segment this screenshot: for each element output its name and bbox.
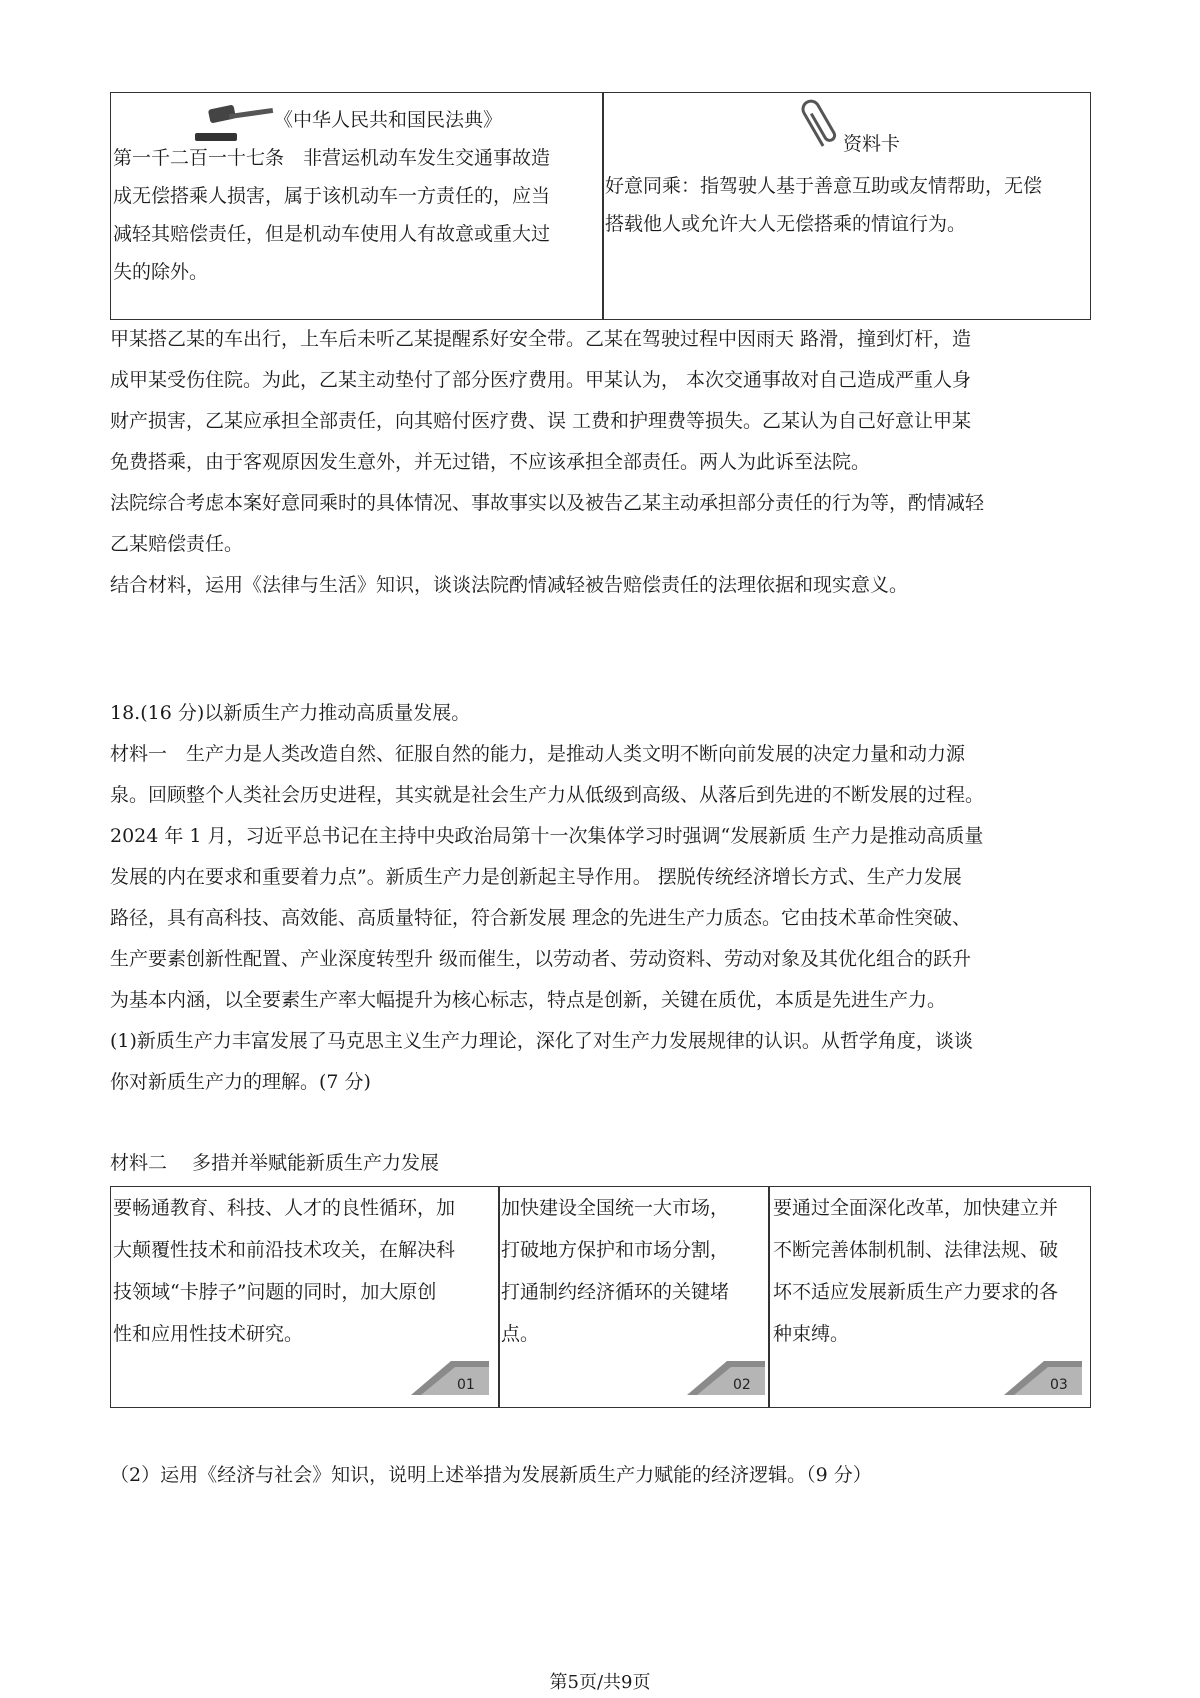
material-1-line: 材料一 生产力是人类改造自然、征服自然的能力，是推动人类文明不断向前发展的决定力量和动力源 [110, 743, 966, 765]
badge-03-icon [1004, 1355, 1082, 1397]
measure-1-line: 要畅通教育、科技、人才的良性循环，加 [113, 1197, 456, 1219]
material-1-line: 为基本内涵，以全要素生产率大幅提升为核心标志，特点是创新，关键在质优，本质是先进生产力。 [110, 989, 947, 1011]
measure-1-line: 大颠覆性技术和前沿技术攻关，在解决科 [113, 1239, 456, 1261]
table-divider [602, 93, 604, 319]
measure-2-line: 打通制约经济循环的关键堵 [501, 1281, 730, 1303]
sub-question-1: 你对新质生产力的理解。(7 分) [110, 1071, 371, 1093]
question-18-heading: 18.(16 分)以新质生产力推动高质量发展。 [110, 702, 471, 724]
sub-question-1: (1)新质生产力丰富发展了马克思主义生产力理论，深化了对生产力发展规律的认识。从哲学角度，谈谈 [110, 1030, 973, 1052]
material-1-line: 生产要素创新性配置、产业深度转型升 级而催生，以劳动者、劳动资料、劳动对象及其优化组合的跃升 [110, 948, 972, 970]
material-1-line: 发展的内在要求和重要着力点”。新质生产力是创新起主导作用。 摆脱传统经济增长方式、生产力发展 [110, 866, 962, 888]
civil-code-line: 失的除外。 [113, 261, 209, 283]
material-1-line: 路径，具有高科技、高效能、高质量特征，符合新发展 理念的先进生产力质态。它由技术革命性突破、 [110, 907, 972, 929]
sub-question-2: （2）运用《经济与社会》知识，说明上述举措为发展新质生产力赋能的经济逻辑。（9 分） [110, 1464, 872, 1486]
measure-3-line: 要通过全面深化改革，加快建立并 [773, 1197, 1059, 1219]
measure-1-line: 技领域“卡脖子”问题的同时，加大原创 [113, 1281, 437, 1303]
question-prompt: 结合材料，运用《法律与生活》知识，谈谈法院酌情减轻被告赔偿责任的法理依据和现实意义。 [110, 574, 909, 596]
data-card-title: 资料卡 [843, 133, 901, 155]
material-1-line: 泉。回顾整个人类社会历史进程，其实就是社会生产力从低级到高级、从落后到先进的不断发展的过程。 [110, 784, 985, 806]
data-card-line: 好意同乘：指驾驶人基于善意互助或友情帮助，无偿 [605, 175, 1043, 197]
material-2-title: 材料二 多措并举赋能新质生产力发展 [110, 1152, 440, 1174]
paperclip-icon [799, 95, 839, 151]
case-line: 成甲某受伤住院。为此，乙某主动垫付了部分医疗费用。甲某认为， 本次交通事故对自己造成严重人身 [110, 369, 972, 391]
data-card-line: 搭载他人或允许大人无偿搭乘的情谊行为。 [605, 213, 967, 235]
badge-01-icon [411, 1355, 489, 1397]
badge-02-icon [687, 1355, 765, 1397]
measure-3-line: 坏不适应发展新质生产力要求的各 [773, 1281, 1059, 1303]
badge-02-label: 02 [733, 1377, 751, 1393]
case-line: 免费搭乘，由于客观原因发生意外，并无过错，不应该承担全部责任。两人为此诉至法院。 [110, 451, 871, 473]
civil-code-title: 《中华人民共和国民法典》 [274, 109, 503, 131]
material-1-line: 2024 年 1 月，习近平总书记在主持中央政治局第十一次集体学习时强调“发展新质 生产力是推动高质量 [110, 825, 984, 847]
measure-2-line: 打破地方保护和市场分割， [501, 1239, 730, 1261]
badge-01-label: 01 [457, 1377, 475, 1393]
case-line: 甲某搭乙某的车出行，上车后未听乙某提醒系好安全带。乙某在驾驶过程中因雨天 路滑，撞到灯杆，造 [110, 328, 972, 350]
measure-3-line: 种束缚。 [773, 1323, 850, 1345]
measures-table [110, 1186, 1091, 1408]
table-divider [498, 1187, 500, 1407]
measure-2-line: 点。 [501, 1323, 540, 1345]
measure-2-line: 加快建设全国统一大市场， [501, 1197, 730, 1219]
measure-3-line: 不断完善体制机制、法律法规、破 [773, 1239, 1059, 1261]
page-number: 第5页/共9页 [549, 1672, 651, 1693]
law-info-table [110, 92, 1091, 320]
measure-1-line: 性和应用性技术研究。 [113, 1323, 304, 1345]
gavel-icon [195, 99, 275, 143]
civil-code-line: 成无偿搭乘人损害，属于该机动车一方责任的，应当 [113, 185, 551, 207]
case-line: 法院综合考虑本案好意同乘时的具体情况、事故事实以及被告乙某主动承担部分责任的行为等，酌情减轻 [110, 492, 985, 514]
civil-code-line: 减轻其赔偿责任，但是机动车使用人有故意或重大过 [113, 223, 551, 245]
table-divider [768, 1187, 770, 1407]
badge-03-label: 03 [1050, 1377, 1068, 1393]
case-line: 财产损害，乙某应承担全部责任，向其赔付医疗费、误 工费和护理费等损失。乙某认为自己好意让甲某 [110, 410, 972, 432]
case-line: 乙某赔偿责任。 [110, 533, 244, 555]
civil-code-line: 第一千二百一十七条 非营运机动车发生交通事故造 [113, 147, 551, 169]
